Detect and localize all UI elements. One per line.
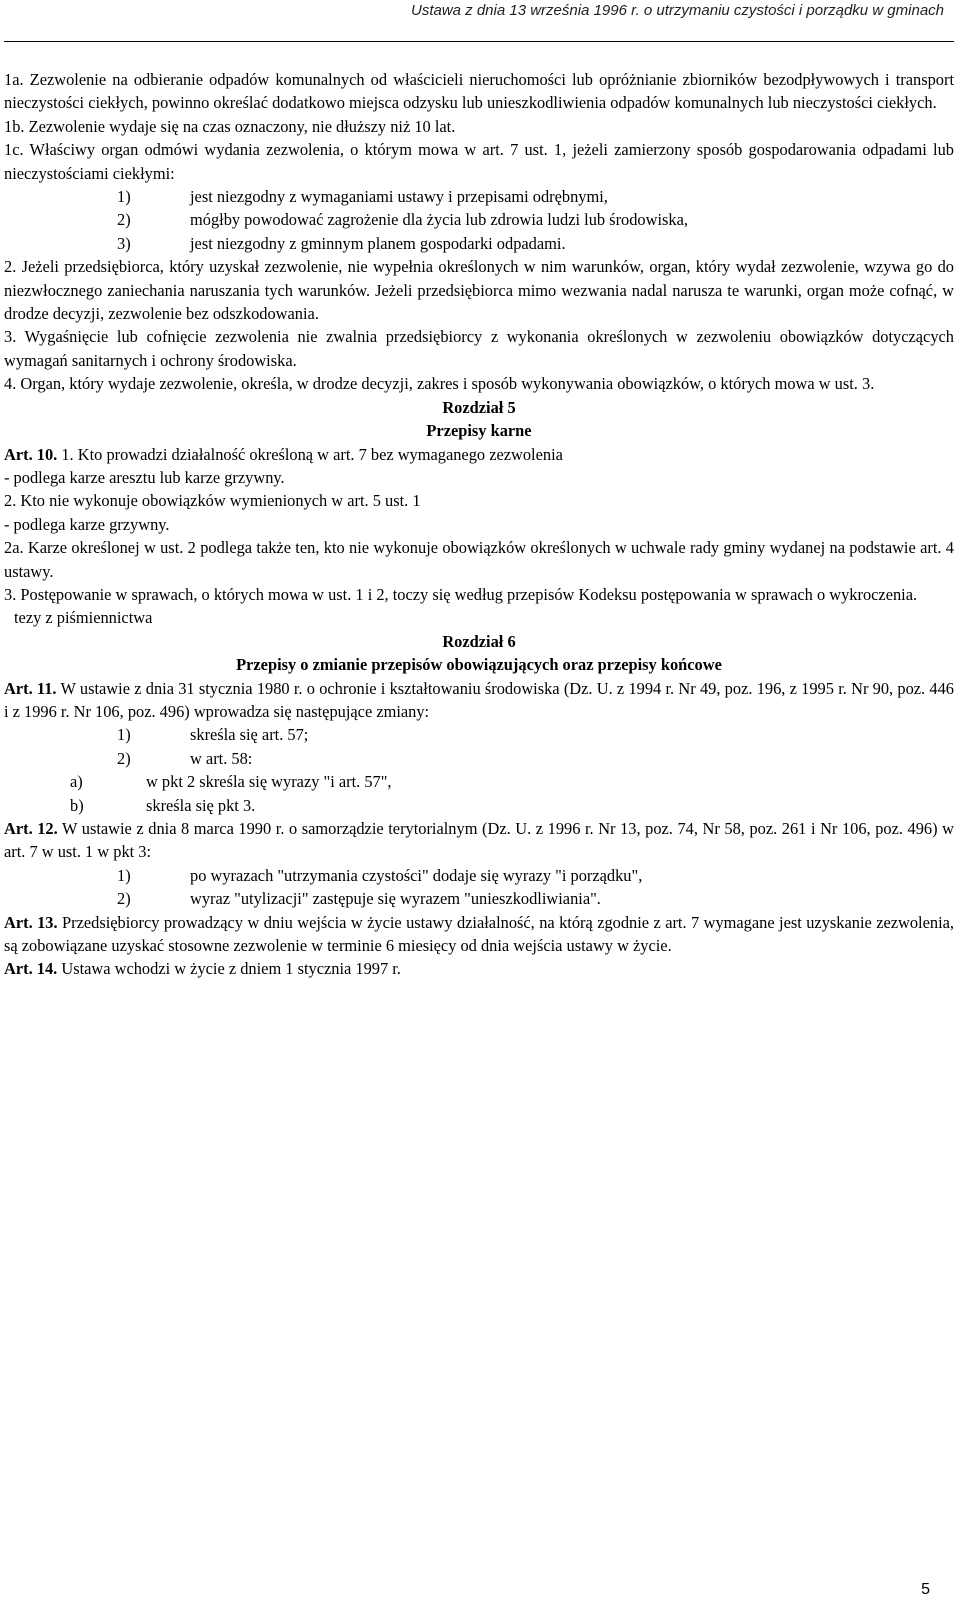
list-item-letter: a) xyxy=(70,772,83,792)
list-item-text: skreśla się pkt 3. xyxy=(146,795,256,815)
article-14-label: Art. 14. xyxy=(4,959,58,979)
list-item-number: 1) xyxy=(117,187,131,207)
list-item-number: 1) xyxy=(117,725,131,745)
paragraph-2: 2. Jeżeli przedsiębiorca, który uzyskał zezwolenie, nie wypełnia określonych w nim warunków, organ, który wydał zezwolenie, wzywa go do niezwłocznego zaniechania naruszania tych warunków. Jeżeli przedsiębiorca mimo wezwania nadal narusza te warunki, organ może cofnąć, w drodze decyzji, zezwolenie bez odszkodowania. xyxy=(4,257,954,324)
article-10 xyxy=(4,443,954,466)
paragraph-3: 3. Wygaśnięcie lub cofnięcie zezwolenia nie zwalnia przedsiębiorcy z wykonania określonych w zezwoleniu obowiązków dotyczących wymagań sanitarnych i ochrony środowiska. xyxy=(4,327,954,370)
article-13 xyxy=(4,911,954,958)
list-item-text: w art. 58: xyxy=(190,748,253,768)
list-item xyxy=(4,770,954,793)
article-13-label: Art. 13. xyxy=(4,912,58,932)
running-header: Ustawa z dnia 13 września 1996 r. o utrzymaniu czystości i porządku w gminach xyxy=(410,2,944,19)
chapter-5-title: Rozdział 5 xyxy=(442,397,516,417)
paragraph-1c: 1c. Właściwy organ odmówi wydania zezwolenia, o którym mowa w art. 7 ust. 1, jeżeli zamierzony sposób gospodarowania odpadami lub nieczystościami ciekłymi: xyxy=(4,140,954,183)
list-item xyxy=(4,185,954,208)
page-number: 5 xyxy=(921,1581,930,1598)
list-item xyxy=(4,747,954,770)
list-item-text: skreśla się art. 57; xyxy=(190,725,309,745)
list-item xyxy=(4,723,954,746)
list-item-number: 2) xyxy=(117,748,131,768)
article-11 xyxy=(4,677,954,724)
article-11-label: Art. 11. xyxy=(4,678,57,698)
list-1c xyxy=(4,185,954,255)
article-10-label: Art. 10. xyxy=(4,444,58,464)
list-item-text: mógłby powodować zagrożenie dla życia lub zdrowia ludzi lub środowiska, xyxy=(190,210,688,230)
list-item-number: 1) xyxy=(117,865,131,885)
chapter-6-subtitle: Przepisy o zmianie przepisów obowiązujących oraz przepisy końcowe xyxy=(236,655,722,675)
list-item xyxy=(4,887,954,910)
article-14-text: Ustawa wchodzi w życie z dniem 1 stycznia 1997 r. xyxy=(57,959,401,979)
list-item xyxy=(4,794,954,817)
list-item-text: w pkt 2 skreśla się wyrazy "i art. 57", xyxy=(146,772,392,792)
article-10-paragraph-3: 3. Postępowanie w sprawach, o których mowa w ust. 1 i 2, toczy się według przepisów Kodeksu postępowania w sprawach o wykroczenia. xyxy=(4,584,918,604)
chapter-5-subtitle: Przepisy karne xyxy=(426,421,532,441)
list-art-12 xyxy=(4,864,954,911)
article-12-text: W ustawie z dnia 8 marca 1990 r. o samorządzie terytorialnym (Dz. U. z 1996 r. Nr 13, poz. 74, Nr 58, poz. 261 i Nr 106, poz. 496) w art. 7 w ust. 1 w pkt 3: xyxy=(4,819,954,862)
list-item-text: po wyrazach "utrzymania czystości" dodaje się wyrazy "i porządku", xyxy=(190,865,643,885)
list-item xyxy=(4,232,954,255)
list-item xyxy=(4,864,954,887)
article-12-label: Art. 12. xyxy=(4,819,58,838)
list-item-text: jest niezgodny z wymaganiami ustawy i przepisami odrębnymi, xyxy=(190,187,608,207)
list-item-number: 2) xyxy=(117,889,131,909)
chapter-6-title: Rozdział 6 xyxy=(442,631,516,651)
article-10-paragraph-2a: 2a. Karze określonej w ust. 2 podlega także ten, kto nie wykonuje obowiązków określonych w uchwale rady gminy wydanej na podstawie art. 4 ustawy. xyxy=(4,538,954,581)
theses-link[interactable]: tezy z piśmiennictwa xyxy=(14,608,153,628)
article-10-text: 1. Kto prowadzi działalność określoną w art. 7 bez wymaganego zezwolenia xyxy=(57,444,563,464)
list-item-text: jest niezgodny z gminnym planem gospodarki odpadami. xyxy=(190,233,566,253)
paragraph-1a: 1a. Zezwolenie na odbieranie odpadów komunalnych od właścicieli nieruchomości lub opróżnianie zbiorników bezodpływowych i transport nieczystości ciekłych, powinno określać dodatkowo miejsca odzysku lub unieszkodliwienia odpadów komunalnych lub nieczystości ciekłych. xyxy=(4,70,954,113)
header-divider xyxy=(4,41,954,42)
paragraph-1b: 1b. Zezwolenie wydaje się na czas oznaczony, nie dłuższy niż 10 lat. xyxy=(4,116,456,136)
list-item-text: wyraz "utylizacji" zastępuje się wyrazem "unieszkodliwiania". xyxy=(190,889,601,909)
document-body xyxy=(4,68,954,981)
article-10-penalty-2: - podlega karze grzywny. xyxy=(4,514,170,534)
article-11-text: W ustawie z dnia 31 stycznia 1980 r. o ochronie i kształtowaniu środowiska (Dz. U. z 1994 r. Nr 49, poz. 196, z 1995 r. Nr 90, poz. 446 i z 1996 r. Nr 106, poz. 496) wprowadza się następujące zmiany: xyxy=(4,678,954,721)
list-art-11 xyxy=(4,723,954,817)
article-10-paragraph-2: 2. Kto nie wykonuje obowiązków wymienionych w art. 5 ust. 1 xyxy=(4,491,421,511)
article-12 xyxy=(4,817,954,864)
list-item-number: 2) xyxy=(117,210,131,230)
article-10-penalty-1: - podlega karze aresztu lub karze grzywny. xyxy=(4,467,285,487)
article-14 xyxy=(4,957,954,980)
list-item-letter: b) xyxy=(70,795,84,815)
list-item xyxy=(4,208,954,231)
paragraph-4: 4. Organ, który wydaje zezwolenie, określa, w drodze decyzji, zakres i sposób wykonywania obowiązków, o których mowa w ust. 3. xyxy=(4,374,875,394)
list-item-number: 3) xyxy=(117,233,131,253)
article-13-text: Przedsiębiorcy prowadzący w dniu wejścia w życie ustawy działalność, na którą zgodnie z art. 7 wymagane jest uzyskanie zezwolenia, są zobowiązane uzyskać stosowne zezwolenie w terminie 6 miesięcy od dnia wejścia ustawy w życie. xyxy=(4,912,954,956)
